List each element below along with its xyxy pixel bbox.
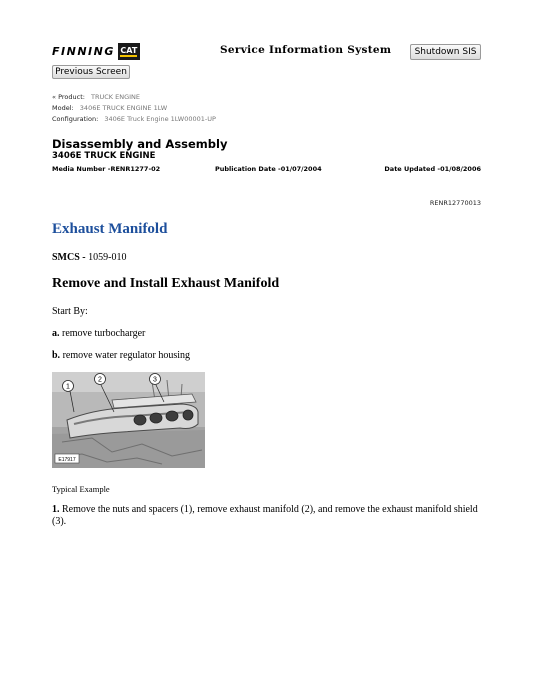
document-subtitle: 3406E TRUCK ENGINE	[52, 151, 156, 161]
logo-wordmark: FINNING	[52, 45, 115, 58]
system-title: Service Information System	[220, 44, 392, 56]
procedure-step: 1. Remove the nuts and spacers (1), remove exhaust manifold (2), and remove the exhaust manifold shield (3).	[52, 504, 478, 527]
smcs-label: SMCS -	[52, 252, 89, 263]
publication-date: Publication Date -01/07/2004	[215, 165, 322, 173]
shutdown-sis-button[interactable]: Shutdown SIS	[410, 44, 481, 60]
product-label: Product:	[58, 93, 85, 101]
configuration-line	[52, 115, 216, 123]
collapse-icon[interactable]: «	[52, 93, 56, 101]
document-id: RENR12770013	[429, 199, 481, 207]
date-updated: Date Updated -01/08/2006	[384, 165, 481, 173]
prereq-item: a. remove turbocharger	[52, 328, 146, 339]
model-line	[52, 104, 167, 112]
section-title: Exhaust Manifold	[52, 221, 168, 237]
model-label: Model:	[52, 104, 74, 112]
callout-3-label: 3	[153, 376, 157, 384]
media-number: Media Number -RENR1277-02	[52, 165, 161, 173]
exhaust-manifold-illustration	[52, 372, 205, 468]
smcs-value: 1059-010	[88, 252, 127, 263]
smcs-code	[52, 252, 126, 263]
cat-logo-icon: CAT	[118, 43, 140, 60]
model-value: 3406E TRUCK ENGINE 1LW	[79, 104, 168, 112]
document-title: Disassembly and Assembly	[52, 137, 228, 151]
product-line	[52, 93, 140, 101]
previous-screen-button[interactable]: Previous Screen	[52, 65, 130, 79]
configuration-label: Configuration:	[52, 115, 99, 123]
configuration-value: 3406E Truck Engine 1LW00001-UP	[104, 115, 216, 123]
finning-cat-logo	[52, 42, 140, 61]
figure-caption: Typical Example	[52, 484, 110, 494]
procedure-title: Remove and Install Exhaust Manifold	[52, 276, 280, 291]
figure-id-label: E17917	[58, 457, 76, 463]
prereq-item: b. remove water regulator housing	[52, 350, 191, 361]
callout-1-label: 1	[66, 383, 70, 391]
callout-2-label: 2	[98, 376, 102, 384]
product-value: TRUCK ENGINE	[91, 93, 141, 101]
start-by-label: Start By:	[52, 306, 88, 317]
